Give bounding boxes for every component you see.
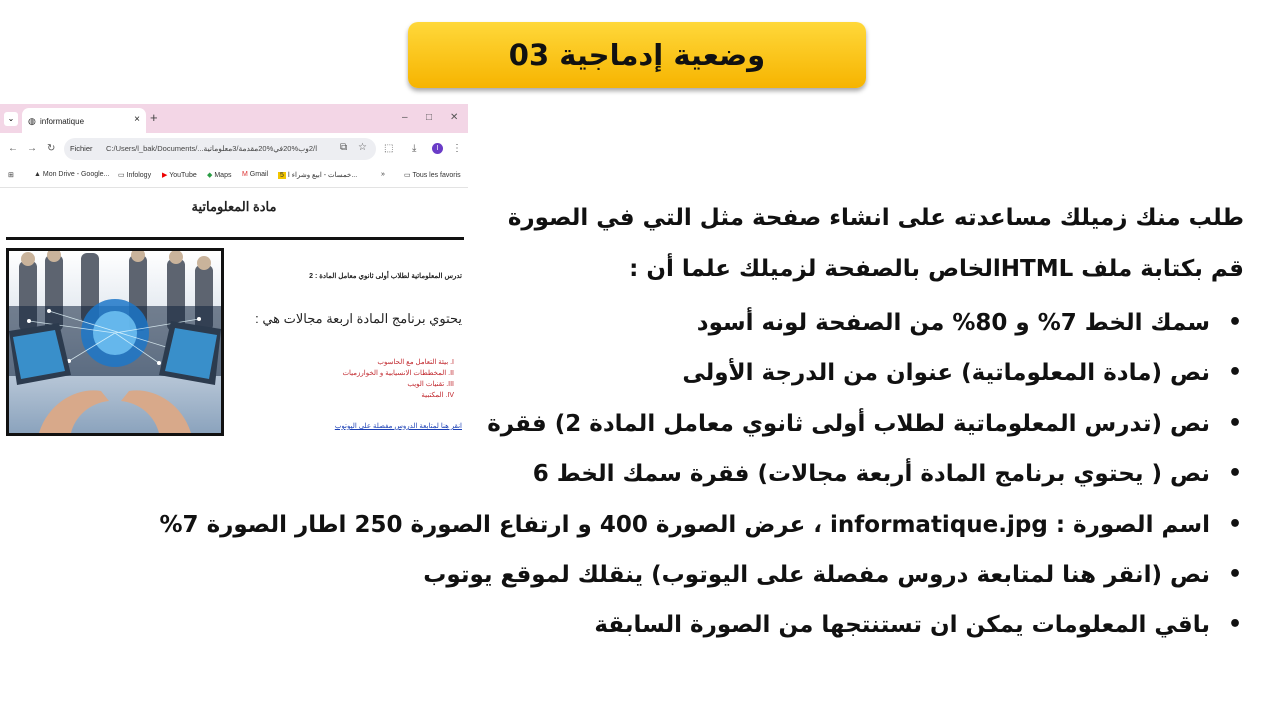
maximize-icon[interactable]: □ [426, 112, 433, 123]
list-item: II. المخططات الانسيابية و الخوارزميات [342, 370, 454, 377]
back-icon[interactable]: ← [8, 143, 18, 154]
translate-icon[interactable]: ⧉ [340, 142, 348, 153]
download-icon[interactable]: ⤓ [412, 143, 417, 154]
address-url: C:/Users/l_bak/Documents/...ا/2وب%20في%20مقدمة/3معلوماتية [106, 144, 318, 153]
close-tab-icon[interactable]: × [134, 114, 140, 125]
list-item: • باقي المعلومات يمكن ان تستنتجها من الصورة السابقة [160, 608, 1243, 658]
list-item: • اسم الصورة : informatique.jpg ، عرض الصورة 400 و ارتفاع الصورة 250 اطار الصورة 7% [160, 508, 1243, 558]
forward-icon[interactable]: → [27, 143, 37, 154]
more-bookmarks-icon[interactable]: » [381, 171, 385, 178]
profile-avatar-icon[interactable]: I [432, 143, 443, 154]
title-banner [408, 22, 866, 88]
address-bar [0, 133, 468, 165]
bookmark-maps[interactable]: ◆ Maps [207, 172, 232, 179]
menu-icon[interactable]: ⋮ [452, 143, 462, 154]
new-tab-icon[interactable]: + [150, 110, 158, 125]
extensions-icon[interactable]: ⬚ [384, 143, 394, 154]
tab-bar [0, 104, 468, 133]
minimize-icon[interactable]: – [402, 112, 408, 123]
page-title: وضعية إدماجية 03 [508, 38, 766, 72]
bookmark-gmail[interactable]: M Gmail [242, 171, 269, 178]
youtube-link[interactable]: انقر هنا لمتابعة الدروس مفصلة على اليوتوب [334, 423, 462, 430]
reload-icon[interactable]: ↻ [47, 143, 56, 154]
list-item: • نص (تدرس المعلوماتية لطلاب أولى ثانوي معامل المادة 2) فقرة [160, 407, 1243, 457]
list-item: • نص (مادة المعلوماتية) عنوان من الدرجة الأولى [160, 356, 1243, 406]
bookmark-youtube[interactable]: ▶ YouTube [162, 172, 197, 179]
tab-title: informatique [40, 117, 85, 126]
bookmark-khamsat[interactable]: 5 خمسات - ابيع وشراء ا... [280, 172, 358, 179]
intro-line-2: قم بكتابة ملف HTMLالخاص بالصفحة لزميلك علما أن : [629, 256, 1244, 282]
horizontal-rule [6, 237, 464, 240]
intro-line-1: طلب منك زميلك مساعدته على انشاء صفحة مثل التي في الصورة [507, 205, 1244, 231]
address-scheme: Fichier [70, 144, 93, 153]
bookmarks-bar [0, 165, 468, 188]
list-item: III. تقنيات الويب [407, 381, 454, 388]
omnibox[interactable] [64, 138, 376, 160]
bookmark-infology[interactable]: ▭ Infology [118, 172, 152, 179]
bookmark-all-favorites[interactable]: ▭ Tous les favoris [404, 172, 461, 179]
list-item: • نص (انقر هنا لمتابعة دروس مفصلة على اليوتوب) ينقلك لموقع يوتوب [160, 558, 1243, 608]
list-item: IV. المكتبية [421, 392, 454, 399]
webpage-paragraph-2: يحتوي برنامج المادة اربعة مجالات هي : [255, 311, 462, 326]
browser-tab[interactable] [22, 108, 146, 133]
bookmark-drive[interactable]: ▲ Mon Drive - Google... [34, 171, 110, 178]
webpage-paragraph-1: تدرس المعلوماتية لطلاب أولى ثانوي معامل المادة : 2 [309, 273, 462, 280]
list-item: I. بيئة التعامل مع الحاسوب [377, 359, 454, 366]
list-item: • نص ( يحتوي برنامج المادة أربعة مجالات) فقرة سمك الخط 6 [160, 457, 1243, 507]
globe-icon: ◍ [28, 116, 36, 126]
apps-icon[interactable]: ⊞ [8, 172, 14, 179]
close-window-icon[interactable]: ✕ [450, 112, 459, 123]
star-icon[interactable]: ☆ [358, 142, 367, 153]
tab-search-icon[interactable]: ⌄ [4, 112, 18, 126]
list-item: • سمك الخط 7% و 80% من الصفحة لونه أسود [160, 306, 1243, 356]
webpage-heading: مادة المعلوماتية [191, 199, 277, 214]
requirements-list [160, 306, 1243, 659]
